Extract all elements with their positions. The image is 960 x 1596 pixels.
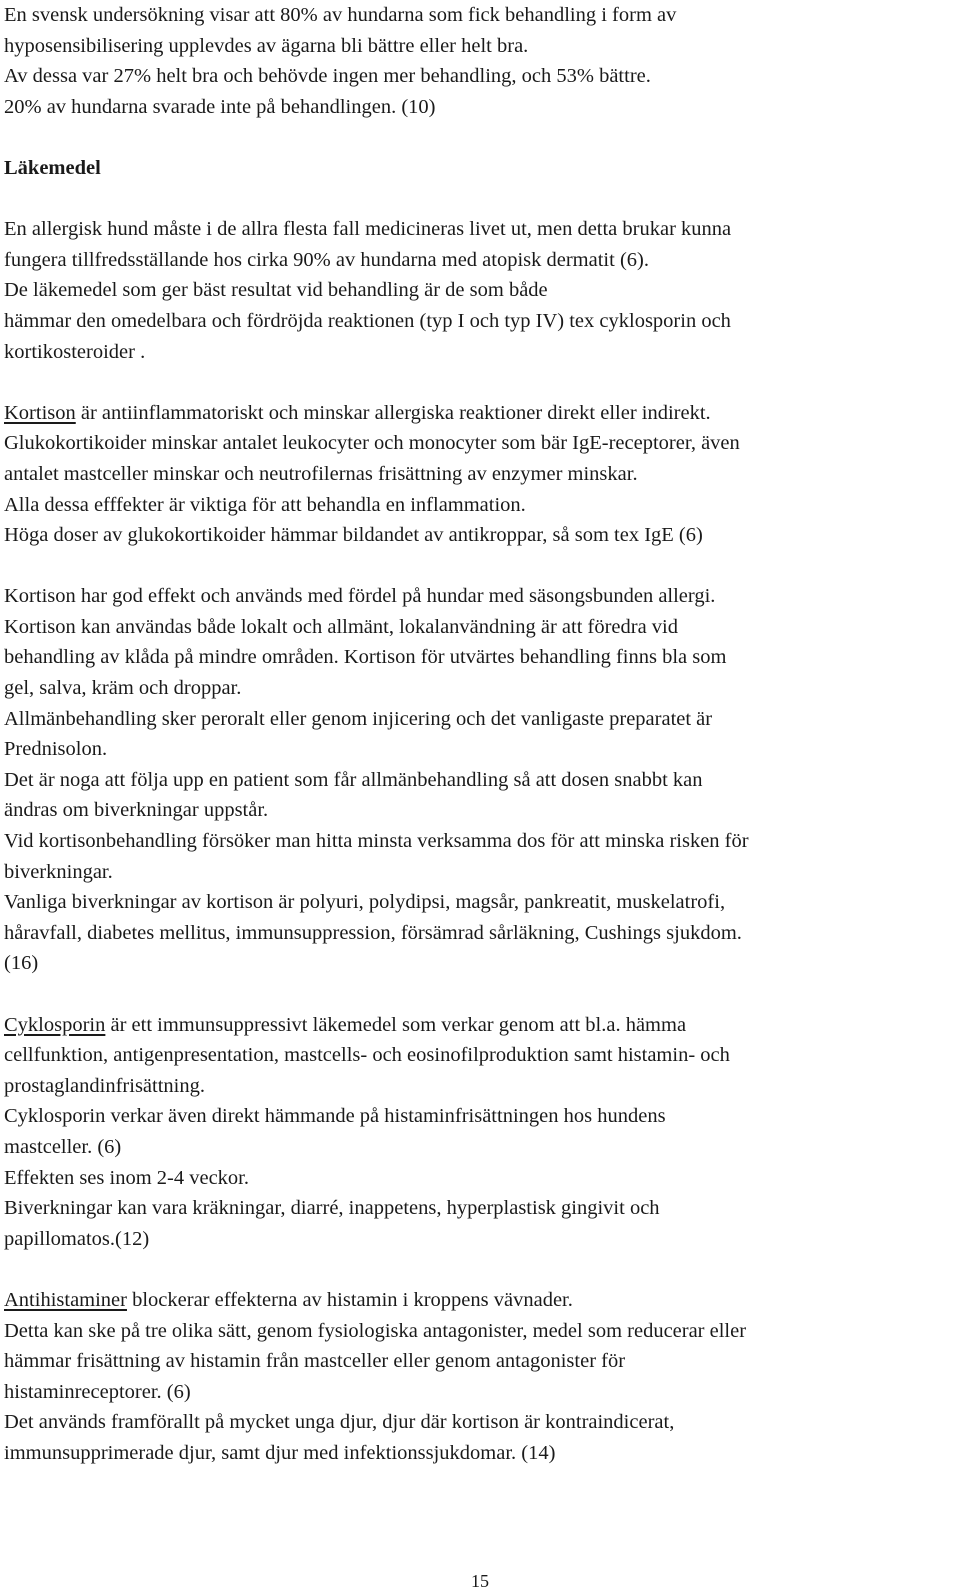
document-page (4, 0, 954, 1469)
text-line: kortikosteroider . (4, 340, 146, 363)
text-line: Av dessa var 27% helt bra och behövde ingen mer behandling, och 53% bättre. (4, 65, 651, 88)
text-line: Effekten ses inom 2-4 veckor. (4, 1166, 249, 1189)
kortison-paragraph (4, 398, 954, 551)
text-line: Alla dessa efffekter är viktiga för att behandla en inflammation. (4, 493, 526, 516)
cyklosporin-term: Cyklosporin (4, 1013, 106, 1036)
text-span: blockerar effekterna av histamin i kroppens vävnader. (126, 1288, 573, 1311)
antihistaminer-term: Antihistaminer (4, 1288, 127, 1311)
text-line: De läkemedel som ger bäst resultat vid behandling är de som både (4, 279, 548, 302)
text-line: Detta kan ske på tre olika sätt, genom fysiologiska antagonister, medel som reducerar eller (4, 1319, 747, 1342)
kortison-usage-paragraph (4, 581, 954, 979)
text-line: Prednisolon. (4, 738, 108, 761)
text-line: fungera tillfredsställande hos cirka 90% av hundarna med atopisk dermatit (6). (4, 248, 649, 271)
text-line: ändras om biverkningar uppstår. (4, 799, 269, 822)
kortison-term: Kortison (4, 401, 76, 424)
text-line: Vid kortisonbehandling försöker man hitta minsta verksamma dos för att minska risken för (4, 830, 749, 853)
text-line: Cyklosporin verkar även direkt hämmande på histaminfrisättningen hos hundens (4, 1105, 666, 1128)
spacer (4, 367, 954, 398)
intro-paragraph (4, 0, 954, 122)
spacer (4, 122, 954, 153)
text-line: hyposensibilisering upplevdes av ägarna bli bättre eller helt bra. (4, 34, 529, 57)
antihistaminer-paragraph (4, 1285, 954, 1469)
spacer (4, 551, 954, 582)
cyklosporin-paragraph (4, 1010, 954, 1255)
text-line: Höga doser av glukokortikoider hämmar bildandet av antikroppar, så som tex IgE (6) (4, 524, 703, 547)
text-line (4, 1285, 954, 1316)
text-line: Det är noga att följa upp en patient som får allmänbehandling så att dosen snabbt kan (4, 768, 703, 791)
text-line: Kortison har god effekt och används med fördel på hundar med säsongsbunden allergi. (4, 585, 716, 608)
text-line: En svensk undersökning visar att 80% av hundarna som fick behandling i form av (4, 4, 677, 26)
text-line: (16) (4, 952, 39, 975)
text-line: En allergisk hund måste i de allra flesta fall medicineras livet ut, men detta brukar kunna (4, 218, 732, 241)
text-line: Vanliga biverkningar av kortison är polyuri, polydipsi, magsår, pankreatit, muskelatrofi, (4, 891, 726, 914)
spacer (4, 1254, 954, 1285)
text-line: immunsupprimerade djur, samt djur med infektionssjukdomar. (14) (4, 1441, 556, 1464)
section-heading: Läkemedel (4, 156, 101, 179)
text-line: Kortison kan användas både lokalt och allmänt, lokalanvändning är att föredra vid (4, 615, 679, 638)
text-line: 20% av hundarna svarade inte på behandlingen. (10) (4, 95, 436, 118)
spacer (4, 979, 954, 1010)
text-line: Glukokortikoider minskar antalet leukocyter och monocyter som bär IgE-receptorer, även (4, 432, 740, 455)
text-line: Biverkningar kan vara kräkningar, diarré, inappetens, hyperplastisk gingivit och (4, 1197, 660, 1220)
text-line: behandling av klåda på mindre områden. Kortison för utvärtes behandling finns bla som (4, 646, 727, 669)
text-line (4, 398, 954, 429)
text-line: antalet mastceller minskar och neutrofilernas frisättning av enzymer minskar. (4, 462, 638, 485)
text-line (4, 1010, 954, 1041)
text-line: prostaglandinfrisättning. (4, 1074, 205, 1097)
text-line: cellfunktion, antigenpresentation, mastcells- och eosinofilproduktion samt histamin- och (4, 1044, 730, 1067)
text-line: histaminreceptorer. (6) (4, 1380, 191, 1403)
spacer (4, 184, 954, 215)
text-line: gel, salva, kräm och droppar. (4, 677, 242, 700)
text-line: Allmänbehandling sker peroralt eller genom injicering och det vanligaste preparatet är (4, 707, 713, 730)
text-line: papillomatos.(12) (4, 1227, 150, 1250)
text-span: är ett immunsuppressivt läkemedel som verkar genom att bl.a. hämma (105, 1013, 687, 1036)
text-line: biverkningar. (4, 860, 113, 883)
general-paragraph (4, 214, 954, 367)
text-line: hämmar frisättning av histamin från mastceller eller genom antagonister för (4, 1350, 626, 1373)
text-line: Det används framförallt på mycket unga djur, djur där kortison är kontraindicerat, (4, 1411, 675, 1434)
text-span: är antiinflammatoriskt och minskar allergiska reaktioner direkt eller indirekt. (75, 401, 711, 424)
text-line: hämmar den omedelbara och fördröjda reaktionen (typ I och typ IV) tex cyklosporin och (4, 309, 731, 332)
text-line: mastceller. (6) (4, 1135, 122, 1158)
text-line: håravfall, diabetes mellitus, immunsuppression, försämrad sårläkning, Cushings sjukdom. (4, 921, 742, 944)
page-number: 15 (471, 1571, 489, 1591)
